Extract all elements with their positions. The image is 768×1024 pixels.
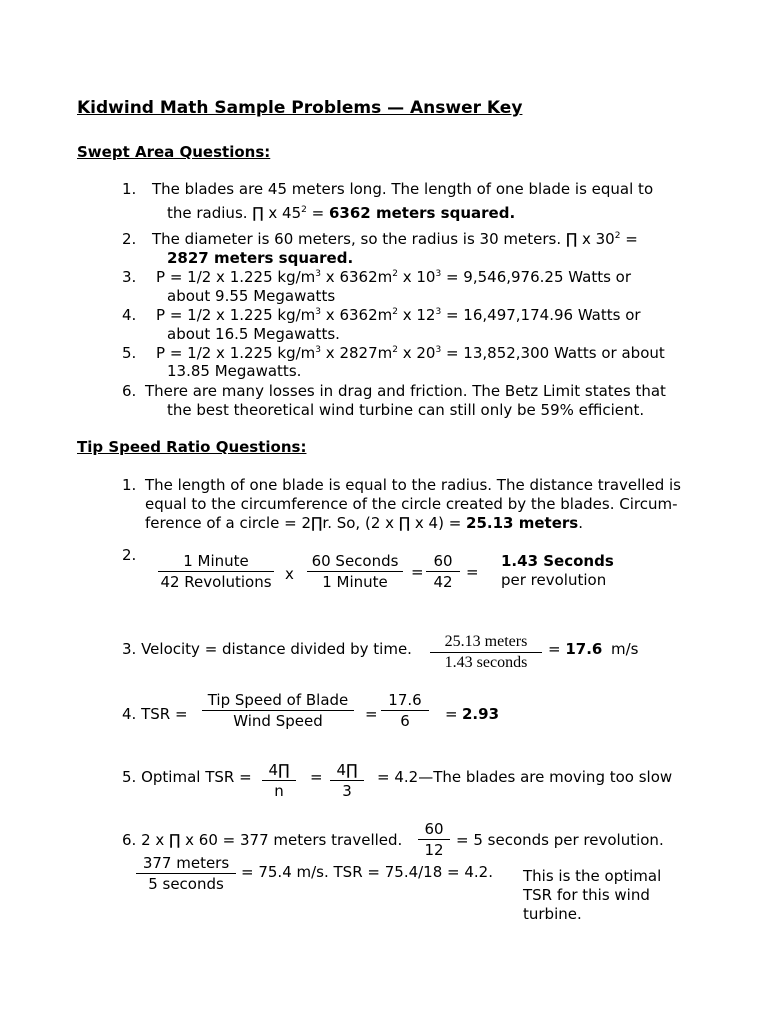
swept-q3-number: 3.: [122, 268, 137, 286]
tsr-q2-number: 2.: [122, 546, 137, 564]
tsr-q2-fraction-2: [307, 552, 403, 591]
tsr-q6-note-line2: TSR for this wind: [523, 886, 650, 904]
swept-q6-line2: the best theoretical wind turbine can still only be 59% efficient.: [167, 401, 645, 419]
tsr-q3-answer: = 17.6: [548, 640, 603, 658]
fraction-denominator: Wind Speed: [233, 712, 323, 730]
swept-q3-line1: P = 1/2 x 1.225 $kg/m^3$ x $6362m^2$ x $10^3 = 9,546,976.25$ Watts or: [156, 268, 632, 286]
swept-q2-line1: The diameter is 60 meters, so the radius is 30 meters. ∏ x $30^2$ =: [152, 230, 638, 248]
swept-area-heading: Swept Area Questions:: [77, 143, 271, 161]
fraction-denominator: 12: [424, 841, 444, 859]
tsr-q4-fraction-2: [381, 691, 429, 730]
tsr-q4-label: 4. TSR =: [122, 705, 188, 723]
tsr-q2-answer-unit: per revolution: [501, 571, 607, 589]
fraction-denominator: 5 seconds: [148, 875, 224, 893]
times-sign: x: [285, 565, 294, 583]
tsr-q5-fraction-1: [262, 761, 296, 800]
tsr-q5-label: 5. Optimal TSR =: [122, 768, 252, 786]
fraction-denominator: 1 Minute: [322, 573, 388, 591]
tsr-heading: Tip Speed Ratio Questions:: [77, 438, 307, 456]
swept-q6-number: 6.: [122, 382, 137, 400]
fraction-numerator: 60: [433, 552, 453, 570]
tsr-q6-line1-result: = 5 seconds per revolution.: [456, 831, 664, 849]
tsr-q2-fraction-3: [426, 552, 460, 591]
tsr-q1-line2: equal to the circumference of the circle created by the blades. Circum-: [145, 495, 678, 513]
page-title: Kidwind Math Sample Problems — Answer Key: [77, 98, 523, 118]
swept-q5-number: 5.: [122, 344, 137, 362]
tsr-q6-fraction-1: [418, 820, 450, 859]
swept-q1-line2: the radius. ∏ x $45^2 = 6362$ meters squared.: [167, 204, 516, 222]
equals-sign: =: [365, 705, 378, 723]
swept-q3-line2: about 9.55 Megawatts: [167, 287, 336, 305]
swept-q5-line2: 13.85 Megawatts.: [167, 362, 302, 380]
fraction-denominator: 42: [433, 573, 453, 591]
equals-sign: =: [310, 768, 323, 786]
tsr-q6-note-line1: This is the optimal: [523, 867, 662, 885]
tsr-q5-result: = 4.2—The blades are moving too slow: [377, 768, 673, 786]
tsr-q6-line2: = 75.4 m/s. TSR = 75.4/18 = 4.2.: [241, 863, 493, 881]
fraction-numerator: 377 meters: [142, 854, 230, 872]
tsr-q6-note-line3: turbine.: [523, 905, 582, 923]
fraction-numerator: 25.13 meters: [444, 633, 528, 650]
tsr-q3-unit: m/s: [611, 640, 639, 658]
equals-sign: =: [445, 705, 458, 723]
swept-q5-line1: P = 1/2 x 1.225 $kg/m^3$ x $2827m^2$ x $20^3 = 13,852,300$ Watts or about: [156, 344, 665, 362]
fraction-denominator: 1.43 seconds: [444, 654, 528, 671]
swept-q4-number: 4.: [122, 306, 137, 324]
tsr-q6-line1: 6. 2 x ∏ x 60 = 377 meters travelled.: [122, 831, 403, 849]
equals-sign: =: [411, 563, 424, 581]
fraction-denominator: 42 Revolutions: [160, 573, 272, 591]
tsr-q1-number: 1.: [122, 476, 137, 494]
tsr-q1-line3: ference of a circle = 2∏r. So, (2 x ∏ x 4) = 25.13 meters.: [145, 514, 583, 532]
swept-q4-line2: about 16.5 Megawatts.: [167, 325, 340, 343]
fraction-denominator: 6: [400, 712, 410, 730]
swept-q2-number: 2.: [122, 230, 137, 248]
tsr-q2-answer: 1.43 Seconds: [501, 552, 614, 570]
tsr-q3-label: 3. Velocity = distance divided by time.: [122, 640, 412, 658]
tsr-q4-fraction-1: [202, 691, 354, 730]
fraction-numerator: 1 Minute: [183, 552, 249, 570]
tsr-q2-fraction-1: [158, 552, 274, 591]
fraction-numerator: 4∏: [268, 761, 290, 779]
equals-sign: =: [466, 563, 479, 581]
tsr-q1-line1: The length of one blade is equal to the radius. The distance travelled is: [145, 476, 681, 494]
fraction-numerator: 60 Seconds: [311, 552, 399, 570]
tsr-q5-fraction-2: [330, 761, 364, 800]
tsr-q6-fraction-2: [136, 854, 236, 893]
tsr-q4-answer: 2.93: [462, 705, 500, 723]
fraction-numerator: 4∏: [336, 761, 358, 779]
fraction-denominator: n: [274, 782, 284, 800]
swept-q6-line1: There are many losses in drag and friction. The Betz Limit states that: [145, 382, 666, 400]
fraction-numerator: 17.6: [388, 691, 422, 709]
swept-q1-line1: The blades are 45 meters long. The length of one blade is equal to: [152, 180, 654, 198]
swept-q4-line1: P = 1/2 x 1.225 $kg/m^3$ x $6362m^2$ x $12^3 = 16,497,174.96$ Watts or: [156, 306, 641, 324]
swept-q2-line2: 2827 meters squared.: [167, 249, 354, 267]
swept-q1-number: 1.: [122, 180, 137, 198]
fraction-numerator: Tip Speed of Blade: [207, 691, 349, 709]
fraction-denominator: 3: [342, 782, 352, 800]
tsr-q3-fraction: [430, 633, 542, 672]
fraction-numerator: 60: [424, 820, 444, 838]
